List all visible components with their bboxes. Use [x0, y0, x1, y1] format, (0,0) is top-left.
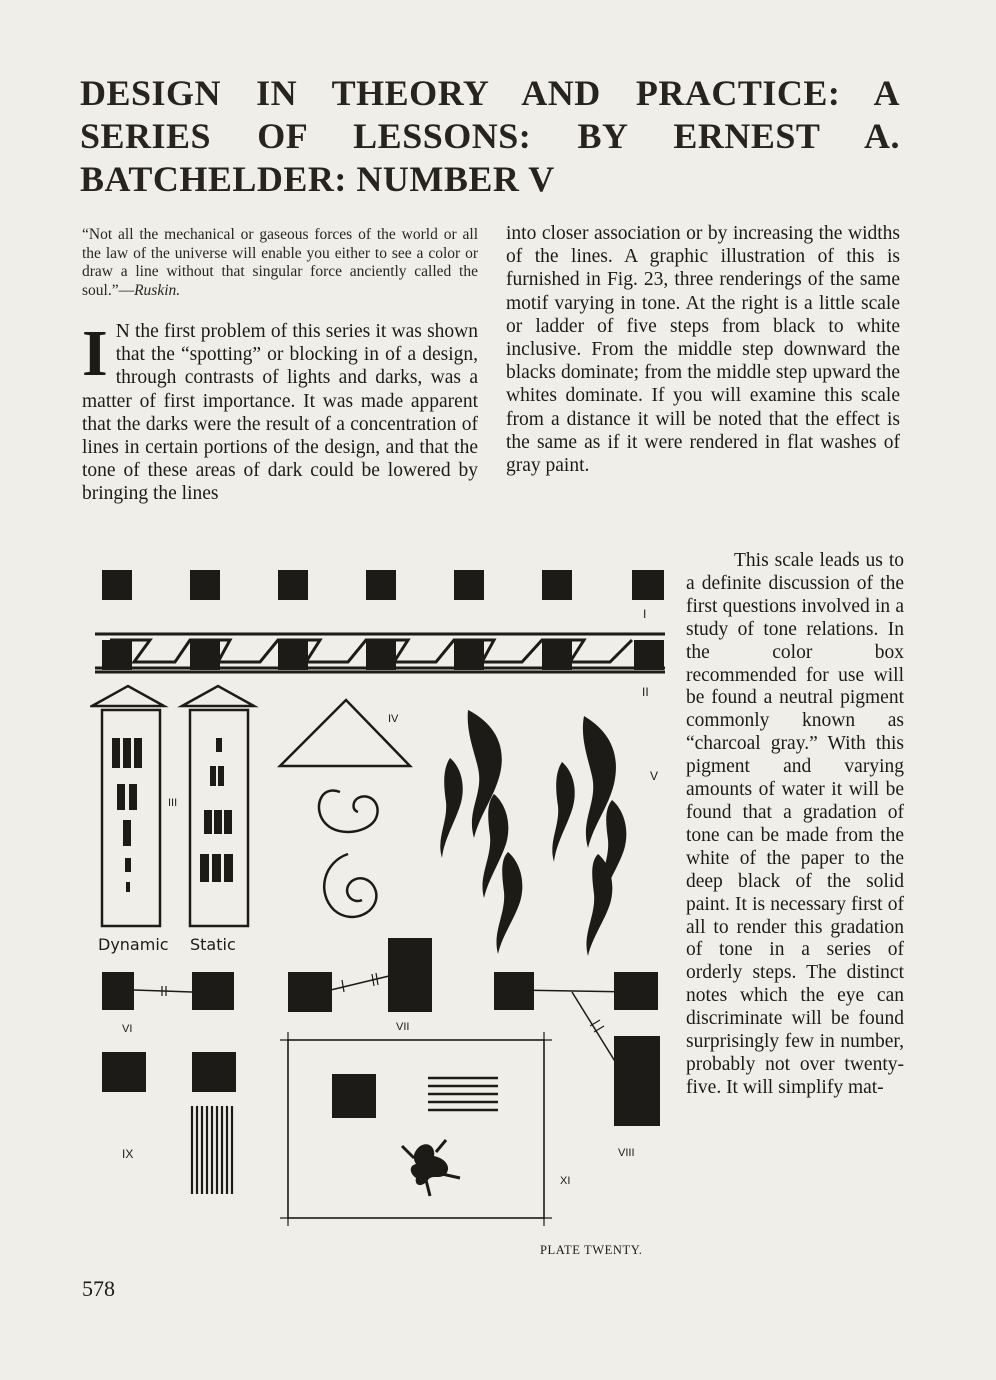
- label-vii: VII: [396, 1021, 410, 1033]
- paragraph-1-left: [82, 317, 478, 506]
- label-iv: IV: [388, 713, 399, 725]
- figure-xi: [280, 1032, 552, 1226]
- epigraph-attribution: Ruskin.: [134, 281, 181, 299]
- paragraph-1-left-text: N the first problem of this series it was shown that the “spotting” or blocking in of a design, through contrasts of lights and darks, was a matter of first importance. It was made apparent that the darks were the result of a concentration of lines in certain portions of the design, and that the tone of these areas of dark could be lowered by bringing the lines: [82, 321, 478, 505]
- paragraph-2-text: This scale leads us to a definite discussion of the first questions involved in a study of tone relations. In the color box recommended for use will be found a neutral pigment commonly known as “charcoal gray.” With this pigment and varying amounts of water it will be found that a gradation of tone can be made from the white of the paper to the deep black of the solid paint. It is necessary first of all to render this gradation of tone in a series of orderly steps. The distinct notes which the eye can discriminate will be found surprisingly few in number, probably not over twenty-five. It will simplify mat-: [686, 550, 904, 1098]
- label-xi: XI: [560, 1175, 571, 1187]
- label-dynamic: Dynamic: [98, 935, 169, 954]
- triangle-iv: [280, 700, 410, 917]
- figure-viii: [494, 972, 660, 1126]
- label-i: I: [643, 607, 647, 621]
- flames-v: [440, 710, 626, 956]
- label-v: V: [650, 769, 659, 783]
- page-number: 578: [82, 1276, 115, 1301]
- label-ii: II: [642, 685, 649, 699]
- article-title: DESIGN IN THEORY AND PRACTICE: A SERIES OF LESSONS: BY ERNEST A. BATCHELDER: NUMBER V: [80, 73, 900, 199]
- figure-vi: [102, 972, 234, 1010]
- label-iii: III: [168, 797, 178, 809]
- label-static: Static: [190, 935, 236, 954]
- epigraph: [82, 226, 478, 300]
- label-vi: VI: [122, 1023, 133, 1035]
- plate-caption: PLATE TWENTY.: [540, 1243, 643, 1257]
- epigraph-text: “Not all the mechanical or gaseous forces of the world or all the law of the universe will enable you either to see a color or draw a line without that singular force anciently called the soul.”—: [82, 226, 478, 299]
- paragraph-1-right: into closer association or by increasing the widths of the lines. A graphic illustration of this is furnished in Fig. 23, three renderings of the same motif varying in tone. At the right is a little scale or ladder of five steps from black to white inclusive. From the middle step downward the blacks dominate; from the middle step upward the whites dominate. If you will examine this scale from a distance it will be noted that the effect is the same as if it were rendered in flat washes of gray paint.: [506, 223, 900, 477]
- figure-ix: [102, 1052, 236, 1194]
- row-i-squares: [102, 570, 664, 600]
- paragraph-2: [686, 550, 904, 1100]
- label-viii: VIII: [618, 1147, 635, 1159]
- label-ix: IX: [122, 1147, 134, 1161]
- plate-illustration: [90, 562, 680, 1242]
- figure-vii: [288, 938, 432, 1012]
- row-ii-border: [95, 634, 665, 672]
- drop-cap: I: [82, 317, 108, 390]
